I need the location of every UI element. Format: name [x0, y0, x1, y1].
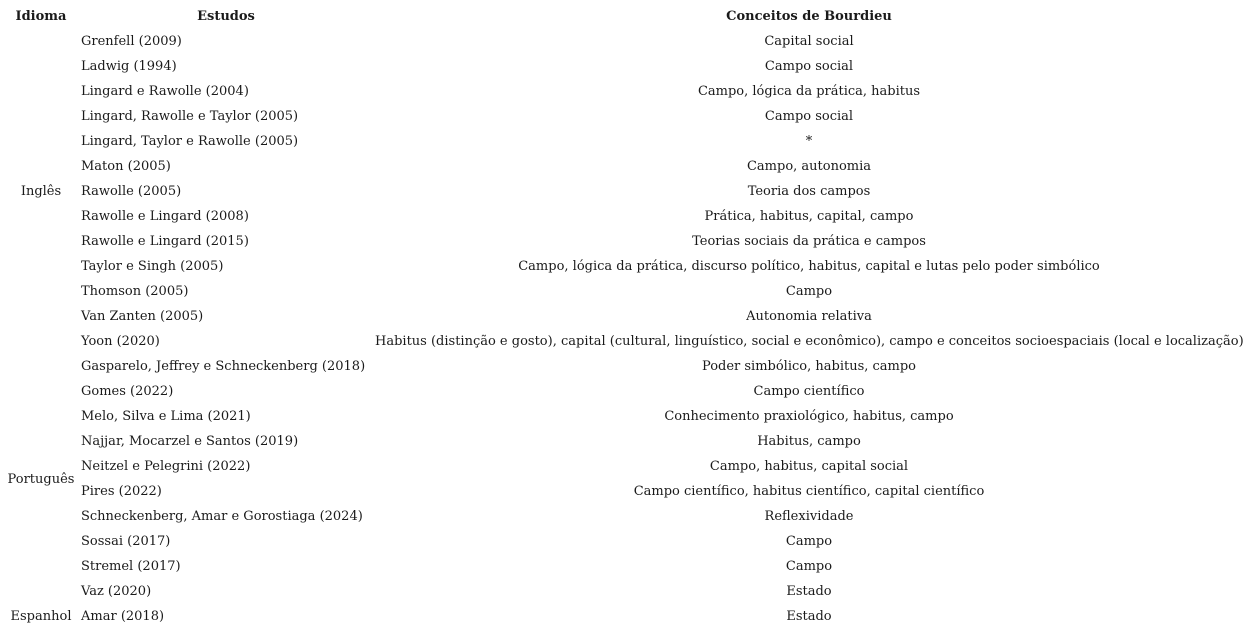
study-cell: Neitzel e Pelegrini (2022)	[81, 459, 251, 474]
table-body	[3, 29, 1245, 629]
concept-cell: Habitus, campo	[757, 434, 861, 449]
language-cell: Português	[7, 471, 75, 487]
table-row	[3, 79, 1245, 104]
concept-cell: *	[805, 134, 813, 149]
concept-cell: Campo social	[764, 59, 854, 74]
header-studies: Estudos	[197, 9, 255, 24]
study-cell: Van Zanten (2005)	[81, 309, 204, 324]
concept-cell: Habitus (distinção e gosto), capital (cultural, linguístico, social e econômico), campo e conceitos socioespaciais (local e localização)	[375, 334, 1244, 349]
table-row	[3, 229, 1245, 254]
study-cell: Lingard, Rawolle e Taylor (2005)	[81, 109, 299, 124]
concept-cell: Teoria dos campos	[747, 184, 871, 199]
concept-cell: Campo, autonomia	[746, 159, 872, 174]
concept-cell: Reflexividade	[764, 509, 854, 524]
study-cell: Ladwig (1994)	[81, 59, 177, 74]
study-cell: Maton (2005)	[81, 159, 171, 174]
concept-cell: Campo, habitus, capital social	[709, 459, 909, 474]
table-row	[3, 604, 1245, 629]
study-cell: Rawolle e Lingard (2008)	[81, 209, 249, 224]
study-cell: Grenfell (2009)	[81, 34, 182, 49]
table-row	[3, 154, 1245, 179]
study-cell: Lingard, Taylor e Rawolle (2005)	[81, 134, 299, 149]
table-row	[3, 454, 1245, 479]
table-row	[3, 504, 1245, 529]
table-row	[3, 54, 1245, 79]
table-row	[3, 254, 1245, 279]
concept-cell: Campo científico, habitus científico, capital científico	[633, 484, 985, 499]
header-row	[3, 4, 1245, 29]
table-row	[3, 329, 1245, 354]
concept-cell: Campo, lógica da prática, discurso político, habitus, capital e lutas pelo poder simbólico	[518, 259, 1100, 274]
study-cell: Gomes (2022)	[81, 384, 174, 399]
study-cell: Najjar, Mocarzel e Santos (2019)	[81, 434, 299, 449]
concept-cell: Campo, lógica da prática, habitus	[697, 84, 921, 99]
study-cell: Pires (2022)	[81, 484, 162, 499]
header-concepts: Conceitos de Bourdieu	[726, 9, 892, 24]
table-row	[3, 104, 1245, 129]
study-cell: Lingard e Rawolle (2004)	[81, 84, 249, 99]
study-cell: Sossai (2017)	[81, 534, 171, 549]
concept-cell: Autonomia relativa	[746, 309, 872, 324]
header-language: Idioma	[15, 9, 67, 24]
study-cell: Melo, Silva e Lima (2021)	[81, 409, 251, 424]
table-row	[3, 429, 1245, 454]
language-cell: Espanhol	[10, 609, 72, 624]
concept-cell: Campo científico	[753, 384, 865, 399]
study-cell: Stremel (2017)	[81, 559, 181, 574]
bourdieu-concepts-table	[3, 4, 1245, 629]
table-row	[3, 579, 1245, 604]
study-cell: Gasparelo, Jeffrey e Schneckenberg (2018)	[81, 359, 366, 374]
table-row	[3, 179, 1245, 204]
table-row	[3, 554, 1245, 579]
concept-cell: Estado	[786, 609, 832, 624]
study-cell: Schneckenberg, Amar e Gorostiaga (2024)	[81, 509, 363, 524]
study-cell: Yoon (2020)	[81, 334, 160, 349]
study-cell: Thomson (2005)	[81, 284, 189, 299]
table-row	[3, 29, 1245, 54]
study-cell: Rawolle e Lingard (2015)	[81, 234, 249, 249]
concept-cell: Campo	[785, 559, 833, 574]
concept-cell: Conhecimento praxiológico, habitus, campo	[664, 409, 954, 424]
study-cell: Rawolle (2005)	[81, 184, 182, 199]
study-cell: Vaz (2020)	[81, 584, 152, 599]
concept-cell: Teorias sociais da prática e campos	[692, 234, 926, 249]
table-row	[3, 279, 1245, 304]
table-row	[3, 529, 1245, 554]
table-row	[3, 479, 1245, 504]
concept-cell: Capital social	[764, 34, 854, 49]
table-row	[3, 404, 1245, 429]
study-cell: Taylor e Singh (2005)	[81, 259, 224, 274]
table-row	[3, 204, 1245, 229]
language-cell: Inglês	[20, 184, 62, 199]
concept-cell: Campo social	[764, 109, 854, 124]
concept-cell: Campo	[785, 534, 833, 549]
concept-cell: Campo	[785, 284, 833, 299]
concept-cell: Prática, habitus, capital, campo	[704, 209, 914, 224]
table-row	[3, 379, 1245, 404]
concept-cell: Estado	[786, 584, 832, 599]
study-cell: Amar (2018)	[81, 609, 165, 624]
concept-cell: Poder simbólico, habitus, campo	[701, 359, 917, 374]
table-row	[3, 304, 1245, 329]
table-row	[3, 354, 1245, 379]
table-row	[3, 129, 1245, 154]
